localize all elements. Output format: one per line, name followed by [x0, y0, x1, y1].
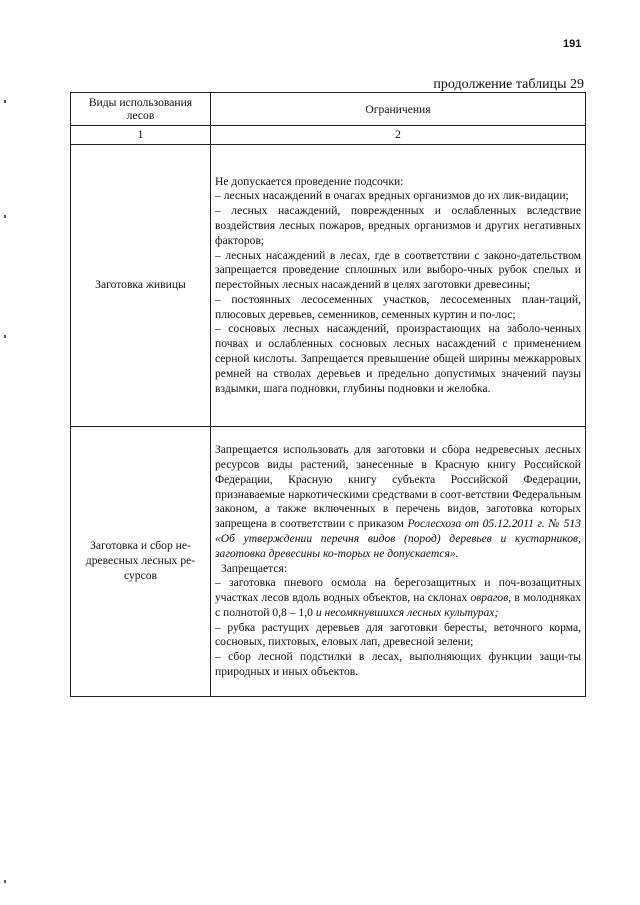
restriction-text: Не допускается проведение подсочки:: [215, 174, 404, 188]
scan-margin-mark: [4, 215, 6, 218]
table-row: [71, 427, 586, 697]
page-number: 191: [563, 38, 582, 50]
use-type-non-wood: Заготовка и сбор не-древесных лесных ре-сурсов: [71, 427, 211, 697]
order-reference: Рослесхоза от 05.12.2011 г. № 513 «Об утверждении перечня видов (пород) деревьев и кустарников, заготовка древесины ко-торых не допускается».: [215, 517, 581, 560]
table-row: [71, 145, 586, 427]
scan-margin-mark: [4, 335, 6, 338]
column-number-row: [71, 126, 586, 145]
restrictions-resin: [211, 145, 586, 427]
header-restrictions: Ограничения: [211, 93, 586, 126]
restriction-item: – сосновых лесных насаждений, произрастающих на заболо-ченных почвах и ослабленных сосновых лесных насаждений с применением серной кислоты. Запрещается превышение общей ширины межкарровых ремней на стволах деревьев и предельно допустимых значений паузы вздымки, шага подновки, глубины подновки и желобка.: [215, 322, 581, 395]
restrictions-table: [70, 92, 586, 697]
restriction-item: – лесных насаждений в очагах вредных организмов до их лик-видации;: [215, 189, 569, 203]
table-header-row: [71, 93, 586, 126]
restriction-item: – сбор лесной подстилки в лесах, выполняющих функции защи-ты природных и иных объектов.: [215, 650, 581, 679]
use-type-resin: Заготовка живицы: [71, 145, 211, 427]
restriction-item: – лесных насаждений в лесах, где в соответствии с законо-дательством запрещается проведение сплошных или выборо-чных рубок спелых и перестойных лесных насаждений в целях заготовки древесины;: [215, 248, 581, 292]
restriction-item: – лесных насаждений, поврежденных и ослабленных вследствие воздействия лесных пожаров, вредных организмов и других негативных факторов;: [215, 204, 581, 247]
table-continuation-caption: продолжение таблицы 29: [433, 77, 584, 92]
header-forest-use-types: Виды использования лесов: [71, 93, 211, 126]
column-number-1: 1: [71, 126, 211, 145]
restriction-item: – рубка растущих деревьев для заготовки бересты, веточного корма, сосновых, пихтовых, еловых лап, древесной зелени;: [215, 620, 581, 649]
column-number-2: 2: [211, 126, 586, 145]
restriction-item: – заготовка пневого осмола на берегозащитных и поч-возащитных участках лесов вдоль водных объектов, на склонах оврагов, в молодняках с полнотой 0,8 – 1,0 и несомкнувшихся лесных культурах;: [215, 576, 582, 619]
scan-margin-mark: [4, 100, 6, 103]
prohibited-label: Запрещается:: [221, 561, 288, 575]
restrictions-non-wood: [211, 427, 586, 697]
restriction-item: – постоянных лесосеменных участков, лесосеменных план-таций, плюсовых деревьев, семенников, семенных куртин и по-лос;: [215, 292, 581, 321]
restriction-text: Запрещается использовать для заготовки и сбора недревесных лесных ресурсов виды растений, занесенные в Красную книгу Российской Федерации, Красную книгу субъекта Российской Федерации, признаваемые наркотическими средствами в соот-ветствии Федеральным законом, а также включенных в перечень видов, заготовка которых запрещена в соответствии с приказом Рослесхоза от 05.12.2011 г. № 513 «Об утверждении перечня видов (пород) деревьев и кустарников, заготовка древесины ко-торых не допускается».: [215, 443, 581, 560]
scan-margin-mark: [4, 880, 6, 883]
